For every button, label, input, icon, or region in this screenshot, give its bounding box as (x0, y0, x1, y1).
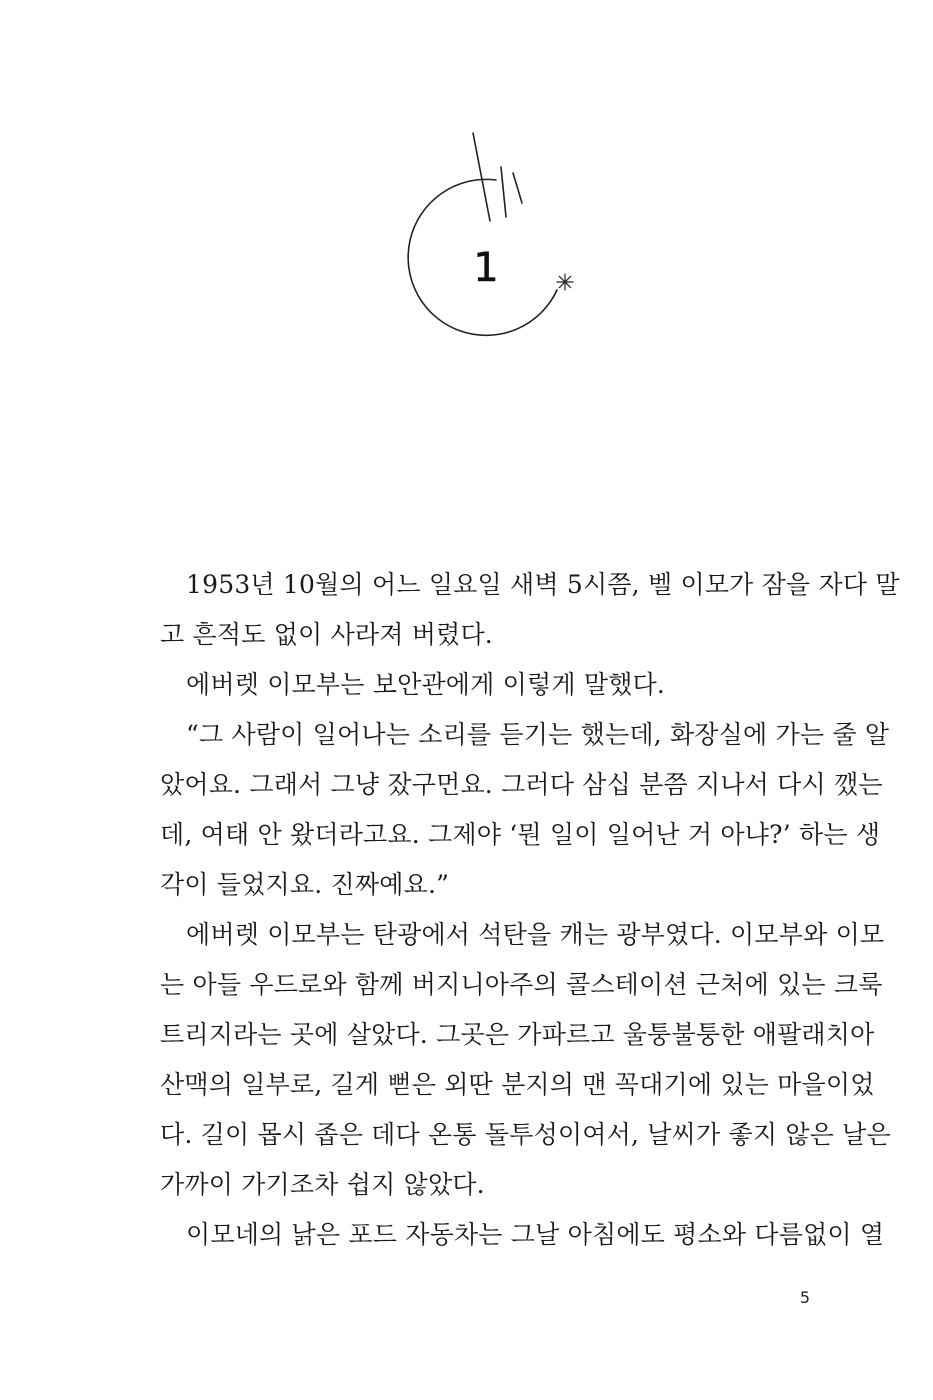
comet-streak-1 (473, 133, 490, 221)
page-number: 5 (799, 1288, 810, 1307)
text-line: 1953년 10월의 어느 일요일 새벽 5시쯤, 벨 이모가 잠을 자다 말 (186, 570, 900, 599)
text-line: 각이 들었지요. 진짜예요.” (160, 870, 450, 899)
comet-streak-3 (513, 173, 522, 203)
text-line: 이모네의 낡은 포드 자동차는 그날 아침에도 평소와 다름없이 열 (186, 1220, 885, 1249)
text-line: 는 아들 우드로와 함께 버지니아주의 콜스테이션 근처에 있는 크룩 (160, 970, 883, 999)
text-line: 트리지라는 곳에 살았다. 그곳은 가파르고 울퉁불퉁한 애팔래치아 (160, 1020, 875, 1049)
chapter-number: 1 (473, 245, 499, 291)
chapter-emblem (395, 125, 580, 350)
text-line: 산맥의 일부로, 길게 뻗은 외딴 분지의 맨 꼭대기에 있는 마을이었 (160, 1070, 875, 1099)
text-line: 데, 여태 안 왔더라고요. 그제야 ‘뭔 일이 일어난 거 아냐?’ 하는 생 (160, 820, 881, 849)
comet-circle-icon (395, 125, 580, 350)
text-line: 가까이 가기조차 쉽지 않았다. (160, 1170, 485, 1199)
comet-streak-2 (501, 167, 506, 217)
text-line: 에버렛 이모부는 보안관에게 이렇게 말했다. (186, 670, 666, 699)
body-text (160, 560, 900, 1260)
text-line: 고 흔적도 없이 사라져 버렸다. (160, 620, 493, 649)
text-line: 았어요. 그래서 그냥 잤구먼요. 그러다 삼십 분쯤 지나서 다시 깼는 (160, 770, 883, 799)
text-line: 에버렛 이모부는 탄광에서 석탄을 캐는 광부였다. 이모부와 이모 (186, 920, 885, 949)
text-line: 다. 길이 몹시 좁은 데다 온통 돌투성이여서, 날씨가 좋지 않은 날은 (160, 1120, 891, 1149)
text-line: “그 사람이 일어나는 소리를 듣기는 했는데, 화장실에 가는 줄 알 (186, 720, 890, 749)
sparkle-icon (557, 274, 573, 290)
